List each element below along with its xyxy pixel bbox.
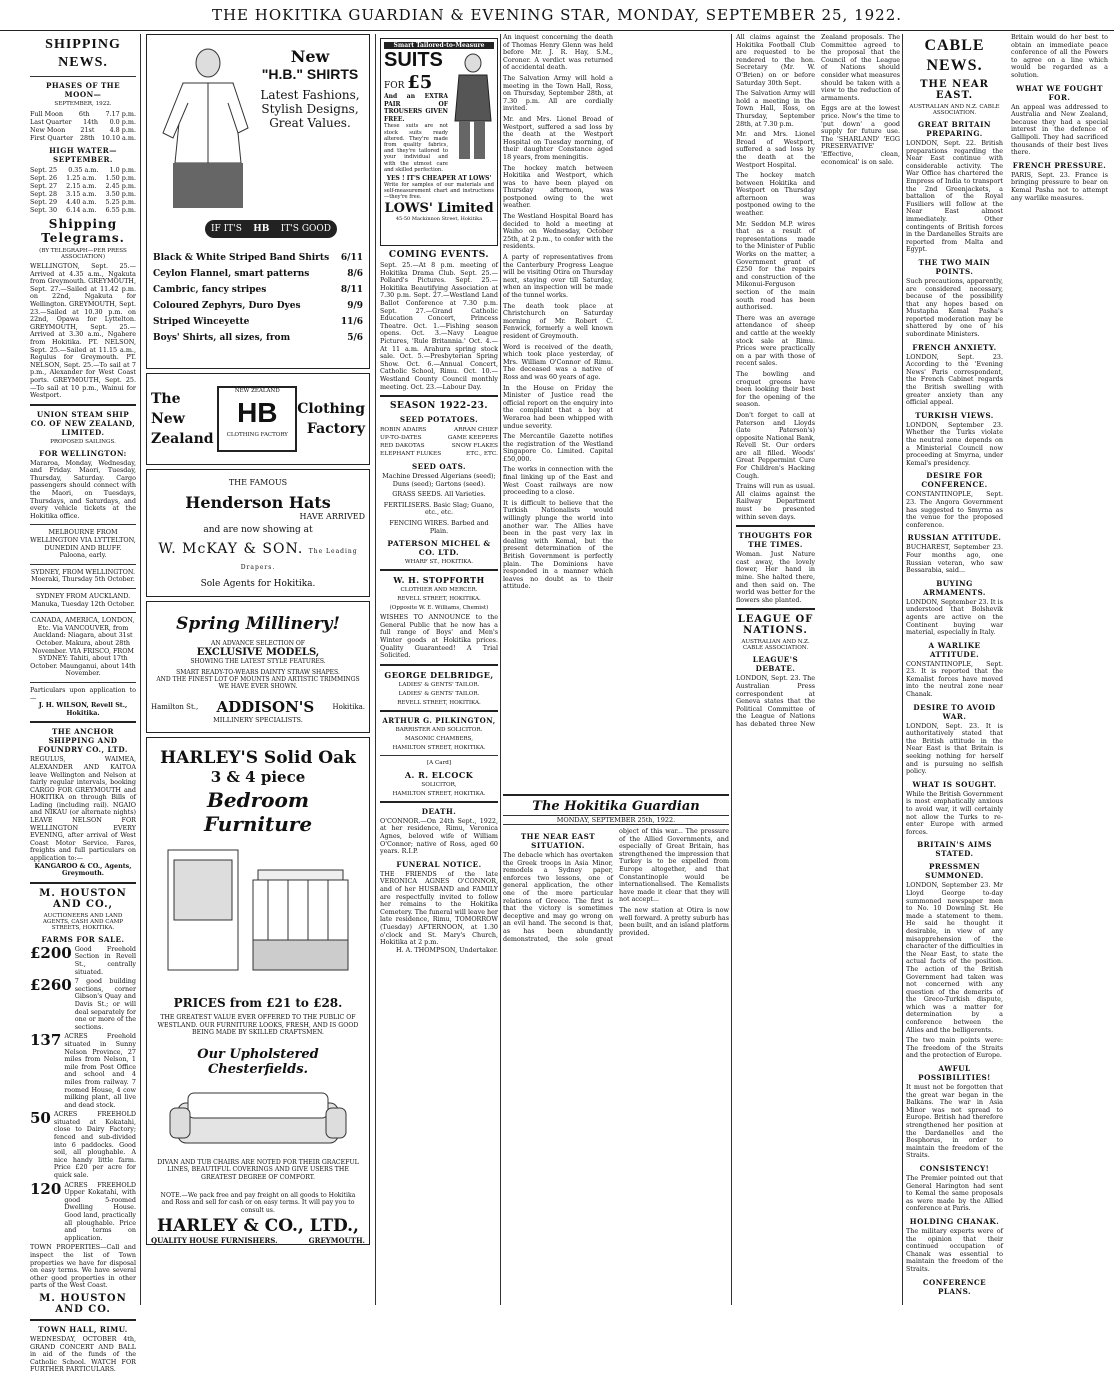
town-properties: TOWN PROPERTIES—Call and inspect the list of Town properties we have for disposal on easy terms. We have several other good properties in other parts of the West Coast.	[30, 1243, 136, 1290]
price-row: Black & White Striped Band Shirts 6/11	[153, 253, 363, 263]
melbourne-sailing: MELBOURNE FROM WELLINGTON VIA LYTTELTON, DUNEDIN AND BLUFF. Paloona, early.	[30, 528, 136, 560]
fertilisers: FERTILISERS. Basic Slag; Guano, etc., etc.	[383, 500, 495, 517]
buying-armaments-heading: BUYING ARMAMENTS.	[923, 578, 986, 597]
telegrams-text: WELLINGTON, Sept. 25.—Arrived at 4.35 a.m., Ngakuta from Greymouth. GREYMOUTH, Sept. 27.—Sailed at 11.42 p.m. on 22nd, Ngakuta for Wellington. GREYMOUTH, Sept. 23.—Sailed at 10.30 p.m. on 22nd, Opawa for Lyttelton. GREYMOUTH, Sept. 25.—Arrived at 3.30 a.m., Ngahere from Hokitika. PT. NELSON, Sept. 25.—Sailed at 11.15 a.m., Regulus for Greymouth. PT. NELSON, Sept. 25.—To sail at 7 p.m., Alexander for West Coast ports. GREYMOUTH, Sept. 25.—To sail at 10 p.m., Wainui for Westport.	[30, 262, 136, 400]
grand-concert-text: WEDNESDAY, OCTOBER 4th, GRAND CONCERT AND BALL in aid of the funds of the Catholic School. WATCH FOR FURTHER PARTICULARS.	[30, 1334, 136, 1374]
stopforth-heading: W. H. STOPFORTH	[393, 575, 485, 586]
two-main-heading: THE TWO MAIN POINTS.	[918, 257, 991, 276]
stopforth-address: REVELL STREET, HOKITIKA.	[397, 596, 481, 603]
harley-footer: HARLEY & CO., LTD.,	[157, 1216, 359, 1237]
local-para: Mr. and Mrs. Lionel Broad of Westport, suffered a sad loss by the death at the Westport Hospital.	[736, 130, 815, 169]
shipping-news-heading: SHIPPING NEWS.	[45, 37, 121, 70]
avoid-war-heading: DESIRE TO AVOID WAR.	[913, 702, 996, 721]
lot-item: £200 Good Freehold Section in Revell St., centrally situated.	[30, 943, 136, 976]
lot-item: 120 ACRES FREEHOLD Upper Kokatahi, with good 5-roomed Dwelling House. Good land, practically all ploughable. Price and terms on application.	[30, 1179, 136, 1242]
harley-value: THE GREATEST VALUE EVER OFFERED TO THE PUBLIC OF WESTLAND. OUR FURNITURE LOOKS, FRESH, AND IS GOOD BEING MADE BY SKILLED CRAFTSMEN.	[157, 1014, 359, 1037]
league-heading: LEAGUE OF NATIONS.	[737, 614, 814, 637]
warlike-heading: A WARLIKE ATTITUDE.	[928, 640, 981, 659]
cable-para: It must not be forgotten that the great war began in the Balkans. The war in Asia Minor was not spread to Europe. British had therefore strengthened her position at the Dardanelles and the Bosphorus, in order to maintain the freedom of the Straits.	[906, 1083, 1003, 1160]
town-hall-heading: TOWN HALL, RIMU.	[38, 1324, 128, 1334]
cable-columns	[906, 34, 1108, 1299]
usco-subheading: PROPOSED SAILINGS.	[50, 438, 116, 445]
column-rule	[375, 34, 376, 1305]
tide-row: Sept. 25 0.35 a.m. 1.0 p.m.	[30, 166, 136, 174]
moon-row: First Quarter 28th 10.10 a.m.	[30, 134, 136, 142]
local-para: All claims against the Hokitika Football Club are requested to be rendered to the hon. Secretary (Mr. W. O'Brien) on or before Saturday 30th Sept.	[736, 33, 815, 87]
awful-heading: AWFUL POSSIBILITIES!	[918, 1064, 991, 1083]
tide-row: Sept. 26 1.25 a.m. 1.50 p.m.	[30, 174, 136, 182]
chesterfields-heading: Our Upholstered Chesterfields.	[197, 1046, 319, 1077]
price-row: Coloured Zephyrs, Duro Dyes 9/9	[153, 301, 363, 311]
lot-item: £260 7 good building sections, corner Gibson's Quay and Davis St.; or will deal separately for one or more of the sections.	[30, 976, 136, 1031]
usco-text: Mararoa, Monday, Wednesday, and Friday. Maori, Tuesday, Thursday, Saturday. Cargo passengers should connect with the Maori, on Tuesdays, Thursdays, and Saturdays, and every vehicle tickets at the Hokitika office.	[30, 458, 136, 520]
funeral-heading: FUNERAL NOTICE.	[396, 859, 482, 869]
turkish-views-heading: TURKISH VIEWS.	[915, 410, 994, 420]
tide-row: Sept. 27 2.15 a.m. 2.45 p.m.	[30, 182, 136, 190]
grass-seeds: GRASS SEEDS. All Varieties.	[392, 490, 486, 499]
cable-para: PARIS, Sept. 23. France is bringing pressure to bear on Kemal Pasha not to attempt any warlike measures.	[1011, 170, 1108, 202]
harley-prices: PRICES from £21 to £28.	[173, 996, 343, 1010]
french-pressure-heading: FRENCH PRESSURE.	[1012, 160, 1107, 170]
nz-left1: The New	[151, 391, 185, 427]
cable-assoc: AUSTRALIAN AND N.Z. CABLE ASSOCIATION.	[909, 104, 1000, 116]
anchor-heading: THE ANCHOR SHIPPING AND FOUNDRY CO., LTD.	[38, 727, 128, 755]
hamilton-line: HAMILTON STREET, HOKITIKA.	[392, 744, 486, 751]
undertaker: H. A. THOMPSON, Undertaker.	[396, 945, 498, 954]
potato-row: ELEPHANT FLUKES ETC., ETC.	[380, 451, 498, 458]
cable-para: LONDON, Sept. 23. It is authoritatively stated that the British attitude in the Near East is that Britain is seeking nothing for herself and is pursuing no selfish policy.	[906, 721, 1003, 776]
editorial-columns	[503, 828, 729, 943]
news-para: The death took place at Christchurch on Saturday morning of Mr. Robert C. Fenwick, formerly a well known resident of Greymouth.	[503, 301, 613, 340]
for-wellington-heading: FOR WELLINGTON:	[39, 448, 127, 458]
cable-para: CONSTANTINOPLE, Sept. 23. It is reported that the Kemalist forces have moved into the neutral zone near Chanak.	[906, 659, 1003, 699]
addison-sub: MILLINERY SPECIALISTS.	[213, 716, 303, 724]
houston-subheading: AUCTIONEERS AND LAND AGENTS, CASH AND CAMP STREETS, HOKITIKA.	[42, 912, 124, 931]
column-3	[380, 34, 498, 1305]
news-para: The works in connection with the final linking up of the East and West Coast railways are now proceeding to a close.	[503, 465, 613, 497]
editorial-block	[503, 794, 729, 943]
local-para: Trains will run as usual. All claims against the Railway Department must be presented within seven days.	[736, 482, 815, 521]
chesterfield-illustration	[168, 1083, 348, 1153]
bedroom-furniture-heading: Bedroom Furniture	[203, 788, 313, 836]
leader-text: The debacle which has overtaken the Greek troops in Asia Minor, remodels a Sydney paper, enforces two lessons, one of general application, the other one of the more particular relations of Greece. The first is that the victory is sometimes deceptive and may go wrong on an evil hand. The second is that, as has been abundantly demonstrated, the sole great object of this war... The pressure of the Allied Governments, and especially of Great Britain, has strengthened the impression that Turkey is to be expelled from Europe altogether, and that Constantinople would be internationalised. The Kemalists have made it clear that they will not accept...	[503, 827, 729, 943]
lot-item: 50 ACRES FREEHOLD situated at Kokatahi, close to Dairy Factory; fenced and sub-divided into 6 paddocks. Good soil, all ploughable. A nice handy little farm. Price £20 per acre for quick sale.	[30, 1109, 136, 1180]
suits-heading: SUITS	[384, 49, 443, 71]
cable-para: The two main points were: The freedom of the Straits and the protection of Europe.	[906, 1036, 1003, 1060]
news-columns	[503, 34, 729, 794]
cable-para: LONDON, September 23. Mr Lloyd George to-day summoned newspaper men to No. 10 Downing St. He made a statement to them. He said he thought it desirable, in view of any misapprehension of the character of the difficulties in the Near East, to state the actual facts of the position. The action of the British Government had taken was not concerned with any question of the demerits of the Greco-Turkish dispute, which was a matter for determination by a conference between the Allies and the belligerents.	[906, 881, 1003, 1034]
coming-events-text: Sept. 25.—At 8 p.m. meeting of Hokitika Drama Club. Sept. 25.—Pollard's Pictures. Sept. 25.—Hokitika Beautifying Association at 7.30 p.m. Sept. 27.—Westland Land Ballot Conference at 7.30 p.m. Sept. 27.—Grand Catholic Education Concert, Princess Theatre. Oct. 1.—Fishing season opens. Oct. 3.—Navy League Pictures, 'Rule Britannia.' Oct. 4.—At 11 a.m. Arahura spring stock sale. Oct. 5.—Presbyterian Spring Show. Oct. 6.—Annual Concert, Catholic School, Rimu. Oct. 10.—Westland County Council monthly meeting. Oct. 23.—Labour Day.	[380, 261, 498, 391]
divan-text: DIVAN AND TUB CHAIRS ARE NOTED FOR THEIR GRACEFUL LINES, BEAUTIFUL COVERINGS AND GIVE USERS THE GREATEST DEGREE OF COMFORT.	[157, 1158, 359, 1181]
cable-para: Such precautions, apparently, are considered necessary, because of the possibility that any hopes based on Mustapha Kemal Pasha's reported moderation may be shattered by one of his subordinate Ministers.	[906, 276, 1003, 339]
news-para: The Salvation Army will hold a meeting in the Town Hall, Ross, on Thursday, September 28th, at 7.30 p.m. All are cordially invited.	[503, 73, 613, 113]
column-rule	[140, 34, 141, 1305]
column-4	[503, 34, 729, 1305]
thoughts-text: Woman. Just Nature cast away, the lovely flower, Her hand in mine. She halted there, and then said on. The world was better for the flowers she planted.	[736, 550, 815, 604]
stopforth-text: WISHES TO ANNOUNCE to the General Public that he now has a full range of Boys' and Men's Winter goods at Hokitika prices. Quality Guaranteed! A Trial Solicited.	[380, 613, 498, 660]
column-shipping	[30, 34, 136, 1374]
lot-list	[30, 943, 136, 1243]
suits-top: Smart Tailored-to-Measure	[384, 42, 494, 49]
suits-write: Write for samples of our materials and self-measurement chart and instructions—they're free.	[384, 182, 494, 201]
shirts-line1: Latest Fashions,	[260, 88, 360, 102]
delbridge-heading: GEORGE DELBRIDGE,	[384, 669, 494, 680]
millinery-sub4: SMART READY-TO-WEARS DAINTY STRAW SHAPES.	[176, 669, 340, 676]
news-para: Mr. and Mrs. Lionel Broad of Westport, suffered a sad loss by the death at the Westport Hospital on Tuesday morning, of their daughter Constance aged 18 years, from meningitis.	[503, 114, 613, 161]
russian-attitude-heading: RUSSIAN ATTITUDE.	[907, 533, 1002, 543]
britains-aims-heading: BRITAIN'S AIMS STATED.	[917, 840, 992, 859]
moon-row: Full Moon 6th 7.17 p.m.	[30, 110, 136, 118]
local-columns	[736, 34, 900, 734]
eggs-para: Eggs are at the lowest price. Now's the time to 'put down' a good supply for future use. The 'SHARLAND' 'EGG PRESERVATIVE' 'Effective, clean, economical' is on sale.	[821, 104, 900, 166]
what-sought-heading: WHAT IS SOUGHT.	[912, 779, 997, 789]
shirts-line3: Great Values.	[269, 116, 351, 130]
nz-right1: Clothing	[297, 401, 365, 417]
cable-para: BUCHAREST, September 23. Four months ago, one Russian veteran, who saw Bessarabia, said...	[906, 543, 1003, 575]
cable-para: While the British Government is most emphatically anxious to avoid war, it will certainly not allow the Turks to re-enter Europe with armed forces.	[906, 789, 1003, 836]
cable-para: Britain would do her best to obtain an immediate peace conference of all the Powers to agree on a line which would be regarded as a solution.	[1011, 33, 1108, 79]
shirts-new: New	[290, 47, 330, 66]
column-ads	[146, 34, 370, 1305]
harley-note: NOTE.—We pack free and pay freight on all goods to Hokitika and Ross and sell for cash or on easy terms. It will pay you to consult us.	[160, 1191, 356, 1214]
column-rule	[731, 34, 732, 1305]
harley-title: HARLEY'S Solid Oak	[160, 748, 356, 768]
addison-name: ADDISON'S	[216, 698, 315, 716]
news-para: It is difficult to believe that the Turkish Nationalists would willingly plunge the world into another war. The Allies have been in the past very lax in dealing with Kemal, but the present determination of the British Government is perfectly plain. The Dominions have responded in a manner which leaves no doubt as to their attitude.	[503, 498, 613, 591]
hats-showing: and are now showing at	[203, 525, 313, 535]
potato-row: ROBIN ADAIRS ARRAN CHIEF	[380, 427, 498, 434]
millinery-sub1: AN ADVANCE SELECTION OF	[211, 640, 305, 647]
news-para: The hockey match between Hokitika and Westport, which was to have been played on Thursday afternoon, was postponed owing to the wet weather.	[503, 163, 613, 210]
local-para: There was an average attendance of sheep and cattle at the weekly stock sale at Rimu. Prices were practically on a par with those of recent sales.	[736, 313, 815, 368]
shirts-line2: Stylish Designs,	[261, 102, 359, 116]
tide-row: Sept. 30 6.14 a.m. 6.55 p.m.	[30, 206, 136, 214]
conference-heading: CONFERENCE PLANS.	[922, 1277, 987, 1296]
tide-table	[30, 166, 136, 214]
addison-right: Hokitika.	[332, 703, 365, 711]
cable-para: An appeal was addressed to Australia and New Zealand, because they had a special interest in the defence of Gallipoli. They had sacrificed thousands of their best lives there.	[1011, 102, 1108, 157]
cable-para: LONDON, Sept. 22. British preparations regarding the Near East continue with considerable activity. The War Office has chartered the Empress of India to transport the 2nd Greenjackets, a battalion of the Royal Fusiliers will follow at the Near East almost immediately. Other contingents of British forces in the Dardanelles Straits are reported from Malta and Egypt.	[906, 139, 1003, 254]
price-row: Boys' Shirts, all sizes, from 5/6	[153, 333, 363, 343]
barrister-line: BARRISTER AND SOLICITOR.	[395, 726, 483, 733]
league-sub: AUSTRALIAN AND N.Z. CABLE ASSOCIATION.	[741, 639, 810, 652]
cable-para: LONDON, Sept. 23. According to the 'Evening News' Paris correspondent, the French Cabinet regards the British swelling with greater anxiety than any official appeal.	[906, 352, 1003, 407]
bedroom-illustration	[158, 840, 358, 990]
price-row: Cambric, fancy stripes 8/11	[153, 285, 363, 295]
potato-row: UP-TO-DATES GAME KEEPERS	[380, 435, 498, 442]
tide-heading: HIGH WATER—SEPTEMBER.	[49, 146, 117, 164]
hats-arrived: HAVE ARRIVED	[299, 512, 365, 521]
seed-oats-heading: SEED OATS.	[411, 462, 467, 472]
cable-news-heading: CABLE NEWS.	[924, 37, 985, 74]
ifits-banner: IF IT'S HB IT'S GOOD	[205, 220, 337, 238]
potato-row: RED DAKOTAS SNOW FLAKES	[380, 443, 498, 450]
houston-heading-2: M. HOUSTON AND CO.	[39, 1292, 127, 1315]
news-para: The Westland Hospital Board has decided to hold a meeting at Waiho on Wednesday, October 25th, at 2 p.m., to confer with the residents.	[503, 212, 613, 251]
local-para: The hockey match between Hokitika and Westport on Thursday afternoon was postponed owing to the weather.	[736, 171, 815, 218]
millinery-sub5: AND THE FINEST LOT OF MOUNTS AND ARTISTIC TRIMMINGS WE HAVE EVER SHOWN.	[156, 676, 360, 690]
league-debate-heading: LEAGUE'S DEBATE.	[752, 655, 799, 674]
column-6	[906, 34, 1108, 1305]
lows-suits-ad	[380, 38, 498, 246]
column-rule	[500, 34, 501, 1305]
lows-name: LOWS' Limited	[384, 200, 494, 216]
millinery-ad	[146, 601, 370, 733]
elcock-address: HAMILTON STREET, HOKITIKA.	[392, 790, 486, 797]
hats-title: Henderson Hats	[185, 493, 331, 512]
season-heading: SEASON 1922-23.	[390, 401, 488, 412]
paper-date: MONDAY, SEPTEMBER 25th, 1922.	[503, 815, 729, 825]
news-para: A party of representatives from the Canterbury Progress League will be visiting Otira on Thursday next, staying over till Saturday, when an inspection will be made of the tunnel works.	[503, 253, 613, 299]
suits-yes: YES ! IT'S CHEAPER AT LOWS'	[386, 175, 492, 182]
suits-for: FOR	[384, 81, 405, 91]
moon-table	[30, 110, 136, 142]
hats-leading: The Leading Drapers.	[240, 548, 358, 571]
revell-street: REVELL STREET, HOKITIKA.	[397, 699, 481, 706]
hb-logo: NEW ZEALAND HB CLOTHING FACTORY	[217, 386, 297, 452]
particulars-text: Particulars upon application to—	[30, 685, 136, 702]
henderson-hats-ad	[146, 469, 370, 597]
seed-potatoes-heading: SEED POTATOES.	[399, 415, 479, 425]
card-label: [A Card]	[426, 759, 452, 766]
funeral-text: THE FRIENDS of the late VERONICA AGNES O'CONNOR, and of her HUSBAND and FAMILY are respectfully invited to follow her remains to the Hokitika Cemetery. The funeral will leave her late residence, Rimu, TOMORROW (Tuesday) AFTERNOON, at 1.30 o'clock and St. Mary's Church, Hokitika at 2 p.m.	[380, 869, 498, 947]
desire-conference-heading: DESIRE FOR CONFERENCE.	[921, 471, 988, 490]
harley-footer-town: GREYMOUTH.	[308, 1236, 365, 1246]
nz-left2: Zealand	[151, 431, 214, 447]
nz-right2: Factory	[306, 421, 365, 437]
news-para: In the House on Friday the Minister of Justice read the official report on the enquiry into the complaint that a boy at Weraroa had been whipped with undue severity.	[503, 383, 613, 430]
shirts-price-list	[153, 250, 363, 346]
hats-famous: THE FAMOUS	[228, 478, 288, 487]
league-text: LONDON, Sept. 23. The Australian Press correspondent at Geneva states that the Political Committee of the League of Nations has debated three New Zealand proposals. The Committee agreed to the proposal that the Council of the League of Nations should consider what measures should be taken with a view to the reduction of armaments.	[736, 33, 900, 728]
usco-heading: UNION STEAM SHIP CO. OF NEW ZEALAND, LIMITED.	[30, 409, 136, 437]
harley-footer-sub: QUALITY HOUSE FURNISHERS.	[151, 1236, 278, 1246]
tailor-line: LADIES' & GENTS' TAILOR.	[398, 690, 480, 697]
death-heading: DEATH.	[421, 806, 457, 816]
moon-row: New Moon 21st 4.8 p.m.	[30, 126, 136, 134]
lot-item: 137 ACRES Freehold situated in Sunny Nelson Province, 27 miles from Nelson, 1 mile from Post Office and school and 4 miles from railway. 7 roomed House, 4 cow milking plant, all live and dead stock.	[30, 1031, 136, 1109]
stopforth-sub: CLOTHIER AND MERCER.	[400, 587, 478, 594]
millinery-sub3: SHOWING THE LATEST STYLE FEATURES.	[190, 658, 326, 665]
leader-heading: THE NEAR EAST SITUATION.	[520, 832, 596, 850]
local-para: Mr. Seddon M.P. wires that as a result of representations made to the Minister of Public Works on the matter, a Government grant of £250 for the repairs and construction of the Mikonui-Ferguson section of the main south road has been authorised.	[736, 219, 815, 312]
cable-para: The Premier pointed out that General Harington had sent to Kemal the same proposals as were made by the Allied conference at Paris.	[906, 1173, 1003, 1213]
millinery-sub2: EXCLUSIVE MODELS,	[196, 647, 320, 658]
price-row: Ceylon Flannel, smart patterns 8/6	[153, 269, 363, 279]
moon-heading: PHASES OF THE MOON—	[45, 81, 121, 99]
paterson-heading: PATERSON MICHEL & CO. LTD.	[387, 539, 491, 558]
elcock-heading: A. R. ELCOCK	[404, 769, 474, 780]
local-para: The Salvation Army will hold a meeting in the Town Hall, Ross, on Thursday, September 28th, at 7.30 p.m.	[736, 89, 815, 128]
death-text: O'CONNOR.—On 24th Sept., 1922, at her residence, Rimu, Veronica Agnes, beloved wife of William O'Connor; native of Ross, aged 60 years. R.I.P.	[380, 816, 498, 856]
coming-events-heading: COMING EVENTS.	[388, 250, 490, 260]
suits-extra: And an EXTRA PAIR OF TROUSERS GIVEN FREE.	[384, 93, 448, 123]
tide-row: Sept. 29 4.40 a.m. 5.25 p.m.	[30, 198, 136, 206]
sydney-sailing: SYDNEY, FROM WELLINGTON. Moeraki, Thursday 5th October.	[30, 567, 136, 584]
fencing-wires: FENCING WIRES. Barbed and Plain.	[389, 519, 489, 535]
press-summoned-heading: PRESSMEN SUMMONED.	[925, 862, 984, 881]
anchor-text: REGULUS, WAIMEA, ALEXANDER AND KAITOA leave Wellington and Nelson at fairly regular intervals, booking CARGO FOR GREYMOUTH and HOKITIKA on through Bills of Lading (including rail). NGAIO and NIKAU (or alternate nights) LEAVE NELSON FOR WELLINGTON EVERY EVENING, after arrival of West Coast Motor Service. Fares, freights and full particulars on application to:—	[30, 755, 136, 863]
near-east-heading: THE NEAR EAST.	[920, 79, 989, 101]
harley-34: 3 & 4 piece	[210, 768, 306, 786]
cable-para: LONDON, September 23. Whether the Turks violate the neutral zone depends on a Ministerial Council now proceeding at Smyrna, under Kemal's presidency.	[906, 420, 1003, 467]
news-para: Word is received of the death, which took place yesterday, of Mrs. William O'Connor of Rimu. The deceased was a native of Ross and was 60 years of age.	[503, 342, 613, 381]
seed-oats-text: Machine Dressed Algerians (seed); Duns (seed); Gartons (seed).	[382, 472, 496, 488]
news-para: An inquest concerning the death of Thomas Henry Glenn was held before Mr. J. R. Hay, S.M., Coroner. A verdict was returned of accidental death.	[503, 33, 613, 72]
tailor-line: LADIES' & GENTS' TAILOR.	[398, 681, 480, 688]
column-5	[736, 34, 900, 1305]
masthead: THE HOKITIKA GUARDIAN & EVENING STAR, MONDAY, SEPTEMBER 25, 1922.	[0, 6, 1114, 31]
shirt-man-illustration	[153, 43, 243, 213]
potato-table	[380, 426, 498, 458]
price-row: Striped Winceyette 11/6	[153, 317, 363, 327]
telegrams-heading: Shipping Telegrams.	[41, 217, 125, 245]
cable-para: CONSTANTINOPLE, Sept. 23. The Angora Government has suggested to Smyrna as the venue for the proposed conference.	[906, 490, 1003, 529]
stopforth-opposite: (Opposite W. E. Williams, Chemist)	[389, 605, 489, 612]
masonic-line: MASONIC CHAMBERS,	[404, 735, 474, 742]
addison-left: Hamilton St.,	[151, 703, 199, 711]
local-para: The bowling and croquet greens have been looking their best for the opening of the season.	[736, 369, 815, 409]
what-we-fought-heading: WHAT WE FOUGHT FOR.	[1016, 83, 1103, 102]
agent-text: J. H. WILSON, Revell St., Hokitika.	[38, 701, 128, 717]
shirts-ad	[146, 34, 370, 369]
tide-row: Sept. 28 3.15 a.m. 3.50 p.m.	[30, 190, 136, 198]
chanak-heading: HOLDING CHANAK.	[909, 1216, 1000, 1226]
shirts-hb: "H.B." SHIRTS	[261, 66, 359, 82]
harley-furniture-ad	[146, 737, 370, 1245]
hats-store: W. McKAY & SON.	[158, 541, 304, 557]
cable-para: The military experts were of the opinion that their continued occupation of Chanak was essential to maintain the freedom of the Straits.	[906, 1226, 1003, 1273]
lows-address: 45-50 Mackinnon Street, Hokitika	[395, 215, 483, 222]
solicitor-line: SOLICITOR,	[421, 781, 457, 788]
suits-price: £5	[407, 72, 433, 93]
news-para: The Mercantile Gazette notifies the registration of the Westland Singapore Co. Limited. Capital £50,000.	[503, 432, 613, 463]
telegrams-subheading: (BY TELEGRAPH—PER PRESS ASSOCIATION)	[39, 248, 127, 260]
canada-sailing: CANADA, AMERICA, LONDON, Etc. Via VANCOUVER, from Auckland: Niagara, about 31st October. Makura, about 28th November. VIA FRISCO, FROM SYDNEY: Tahiti, about 17th October. Maunganui, about 14th November.	[30, 616, 136, 678]
gb-preparing-heading: GREAT BRITAIN PREPARING.	[918, 120, 991, 138]
moon-subheading: SEPTEMBER, 1922.	[54, 101, 112, 107]
houston-heading: M. HOUSTON AND CO.,	[39, 887, 127, 910]
consistency-heading: CONSISTENCY!	[919, 1163, 990, 1173]
millinery-title: Spring Millinery!	[176, 614, 340, 634]
hats-agents: Sole Agents for Hokitika.	[200, 579, 316, 589]
farms-heading: FARMS FOR SALE.	[41, 934, 125, 944]
pilkington-heading: ARTHUR G. PILKINGTON,	[382, 715, 496, 725]
suit-man-illustration	[451, 51, 493, 161]
paterson-sub: WHARF ST., HOKITIKA.	[404, 559, 474, 566]
column-rule	[902, 34, 903, 1305]
news-para: The new station at Otira is now well forward. A pretty suburb has been built, and an island platform provided.	[619, 905, 729, 937]
moon-row: Last Quarter 14th 0.0 p.m.	[30, 118, 136, 126]
french-anxiety-heading: FRENCH ANXIETY.	[912, 342, 997, 352]
thoughts-heading: THOUGHTS FOR THE TIMES.	[738, 531, 813, 550]
suits-text: These suits are not stock suits ready altered. They're made from quality fabrics, and they're tailored to your individual and with the utmost care and skilled perfection.	[384, 123, 448, 173]
sydney-auckland-sailing: SYDNEY FROM AUCKLAND. Manuka, Tuesday 12th October.	[31, 592, 135, 608]
paper-name: The Hokitika Guardian	[532, 799, 700, 814]
local-para: Don't forget to call at Paterson and Lloyds (late Paterson's) opposite National Bank, Revell St. Our orders are all filled. Woods' Great Peppermint Cure For Children's Hacking Cough.	[736, 410, 815, 480]
cable-para: LONDON, September 23. It is understood that Bolshevik agents are active on the Continent buying war material, especially in Italy.	[906, 597, 1003, 637]
nz-clothing-factory-ad	[146, 373, 370, 465]
anchor-agent: KANGAROO & CO., Agents, Greymouth.	[34, 861, 132, 878]
